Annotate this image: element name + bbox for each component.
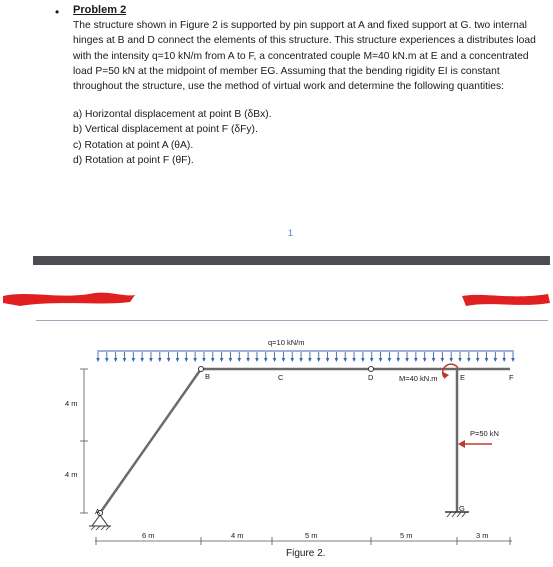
load-arrow-head [458,358,462,362]
load-arrow-head [370,358,374,362]
load-arrow-head [176,358,180,362]
load-arrow-head [158,358,162,362]
point-label-f: F [509,373,514,382]
load-arrow-head [502,358,506,362]
point-label-b: B [205,372,211,381]
load-arrow-head [511,358,515,362]
load-arrow-head [388,358,392,362]
load-arrow-head [193,358,197,362]
load-arrow-head [299,358,303,362]
hinge-b [199,367,204,372]
load-arrow-head [352,358,356,362]
load-arrow-head [264,358,268,362]
moment-arrowhead [443,372,449,379]
load-arrow-head [140,358,144,362]
load-arrow-head [317,358,321,362]
list-bullet: • [55,5,60,19]
load-arrow-head [441,358,445,362]
load-arrow-head [476,358,480,362]
load-arrow-head [237,358,241,362]
load-arrow-head [326,358,330,362]
load-arrow-head [379,358,383,362]
force-label: P=50 kN [470,429,499,438]
point-label-d: D [368,373,374,382]
point-label-c: C [278,373,284,382]
load-arrow-head [423,358,427,362]
horizontal-dim-label-4: 5 m [400,531,413,540]
load-arrow-head [220,358,224,362]
question-a: a) Horizontal displacement at point B (δBx). [73,109,272,120]
load-arrow-head [282,358,286,362]
load-arrow-head [467,358,471,362]
point-label-e: E [460,373,466,382]
question-c: c) Rotation at point A (θA). [73,139,194,151]
load-arrow-head [432,358,436,362]
load-arrow-head [229,358,233,362]
vertical-dim-label-lower: 4 m [65,470,78,479]
load-arrow-head [335,358,339,362]
load-arrow-head [290,358,294,362]
load-arrow-head [246,358,250,362]
horizontal-dim-label-2: 4 m [231,531,244,540]
vertical-dim-label-upper: 4 m [65,399,78,408]
page-number: 1 [288,228,294,238]
point-label-g: G [459,504,465,513]
load-arrow-head [114,358,118,362]
load-arrow-head [396,358,400,362]
redaction-scribble-left [3,293,135,306]
load-arrow-head [405,358,409,362]
problem-title: Problem 2 [73,4,127,16]
member-ab [100,369,201,513]
moment-label: M=40 kN.m [399,374,438,383]
question-b: b) Vertical displacement at point F (δFy). [73,124,258,136]
load-arrow-head [273,358,277,362]
load-arrow-head [105,358,109,362]
load-arrow-head [361,358,365,362]
force-p-arrowhead [458,440,465,448]
hinge-d [369,367,374,372]
load-arrow-head [414,358,418,362]
load-arrow-head [149,358,153,362]
load-arrow-head [308,358,312,362]
question-d: d) Rotation at point F (θF). [73,154,194,166]
point-label-a: A [95,507,101,516]
problem-statement: The structure shown in Figure 2 is supported by pin support at A and fixed support at G. two internal hinges at B and D connect the elements of this structure. This structure experiences a distributes load with the intensity q=10 kN/m from A to F, a concentrated couple M=40 kN.m at E and a concentrated load P=50 kN at the midpoint of member EG. Assuming that the bending rigidity EI is constant throughout the structure, use the method of virtual work and determine the following quantities: [73,20,536,93]
load-arrow-head [211,358,215,362]
load-arrow-head [494,358,498,362]
load-arrow-head [167,358,171,362]
load-arrow-head [132,358,136,362]
load-arrow-head [202,358,206,362]
redaction-scribble-right [462,294,550,306]
horizontal-dim-label-3: 5 m [305,531,318,540]
fixed-support-g [445,512,469,517]
horizontal-dim-label-5: 3 m [476,531,489,540]
load-arrow-head [343,358,347,362]
load-arrow-head [449,358,453,362]
horizontal-dim-label-1: 6 m [142,531,155,540]
load-arrow-head [485,358,489,362]
figure-caption: Figure 2. [286,548,326,559]
distributed-load-arrows [96,352,515,362]
load-arrow-head [184,358,188,362]
load-label: q=10 kN/m [268,338,305,347]
load-arrow-head [123,358,127,362]
load-arrow-head [255,358,259,362]
load-arrow-head [96,358,100,362]
